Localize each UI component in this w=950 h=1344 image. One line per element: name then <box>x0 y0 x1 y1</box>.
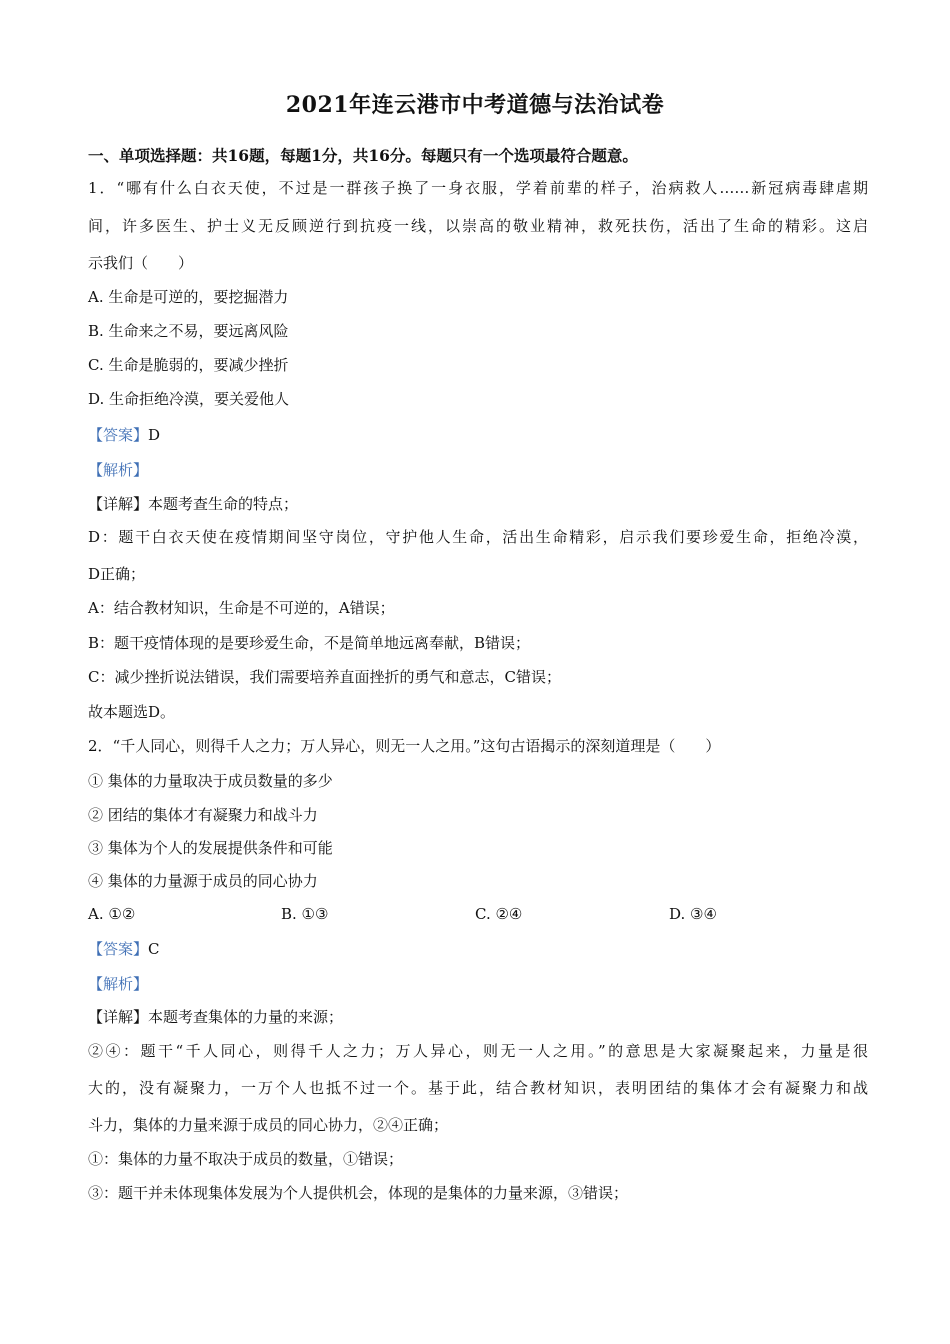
q2-option-a: A. ①② <box>88 905 136 923</box>
q1-detail-line: C：减少挫折说法错误，我们需要培养直面挫折的勇气和意志，C错误； <box>88 668 561 686</box>
analysis-tag: 【解析】 <box>88 975 149 993</box>
q2-option-c: C. ②④ <box>475 905 523 923</box>
q1-option-d: D. 生命拒绝冷漠，要关爱他人 <box>88 390 290 408</box>
q2-analysis-tag <box>88 974 868 994</box>
answer-value: C <box>148 940 160 958</box>
answer-tag: 【答案】 <box>88 426 149 444</box>
q1-detail-line: 故本题选D。 <box>88 703 176 721</box>
q2-detail-line: ③：题干并未体现集体发展为个人提供机会，体现的是集体的力量来源，③错误； <box>88 1184 629 1202</box>
q2-detail-line: 【详解】本题考查集体的力量的来源； <box>88 1008 344 1026</box>
q2-stem: 2．“千人同心，则得千人之力；万人异心，则无一人之用。”这句古语揭示的深刻道理是（ ） <box>88 737 721 755</box>
q1-answer <box>88 425 868 445</box>
q2-option-b: B. ①③ <box>281 905 329 923</box>
q2-options-row <box>88 904 868 924</box>
q1-analysis-tag <box>88 460 868 480</box>
page-title: 2021年连云港市中考道德与法治试卷 <box>285 92 665 118</box>
q1-detail-line: A：结合教材知识，生命是不可逆的，A错误； <box>88 599 395 617</box>
q1-detail-line: B：题干疫情体现的是要珍爱生命，不是简单地远离奉献，B错误； <box>88 634 531 652</box>
q1-stem-line: 间，许多医生、护士义无反顾逆行到抗疫一线，以崇高的敬业精神，救死扶伤，活出了生命的精彩。这启 <box>88 217 868 235</box>
q2-option-d: D. ③④ <box>669 905 717 923</box>
q1-detail-line: D：题干白衣天使在疫情期间坚守岗位，守护他人生命，活出生命精彩，启示我们要珍爱生命，拒绝冷漠， <box>88 528 868 546</box>
q2-statement: ③ 集体为个人的发展提供条件和可能 <box>88 839 333 857</box>
q2-detail-line: 大的，没有凝聚力，一万个人也抵不过一个。基于此，结合教材知识，表明团结的集体才会有凝聚力和战 <box>88 1079 868 1097</box>
q2-statement: ② 团结的集体才有凝聚力和战斗力 <box>88 806 318 824</box>
q1-option-a: A. 生命是可逆的，要挖掘潜力 <box>88 288 289 306</box>
q2-detail-line: ②④：题干“千人同心，则得千人之力；万人异心，则无一人之用。”的意思是大家凝聚起来，力量是很 <box>88 1042 868 1060</box>
q1-stem-line: 示我们（ ） <box>88 254 194 272</box>
q1-detail-line: 【详解】本题考查生命的特点； <box>88 495 299 513</box>
q2-detail-line: ①：集体的力量不取决于成员的数量，①错误； <box>88 1150 404 1168</box>
answer-tag: 【答案】 <box>88 940 149 958</box>
q2-detail-line: 斗力，集体的力量来源于成员的同心协力，②④正确； <box>88 1116 449 1134</box>
answer-value: D <box>148 426 161 444</box>
q2-statement: ④ 集体的力量源于成员的同心协力 <box>88 872 318 890</box>
section-heading: 一、单项选择题：共16题，每题1分，共16分。每题只有一个选项最符合题意。 <box>88 146 638 165</box>
q2-answer <box>88 939 868 959</box>
q1-stem-line: 1．“哪有什么白衣天使，不过是一群孩子换了一身衣服，学着前辈的样子，治病救人……新冠病毒肆虐期 <box>88 179 868 197</box>
q1-option-b: B. 生命来之不易，要远离风险 <box>88 322 289 340</box>
q1-option-c: C. 生命是脆弱的，要减少挫折 <box>88 356 289 374</box>
q2-statement: ① 集体的力量取决于成员数量的多少 <box>88 772 333 790</box>
analysis-tag: 【解析】 <box>88 461 149 479</box>
q1-detail-line: D正确； <box>88 565 146 583</box>
